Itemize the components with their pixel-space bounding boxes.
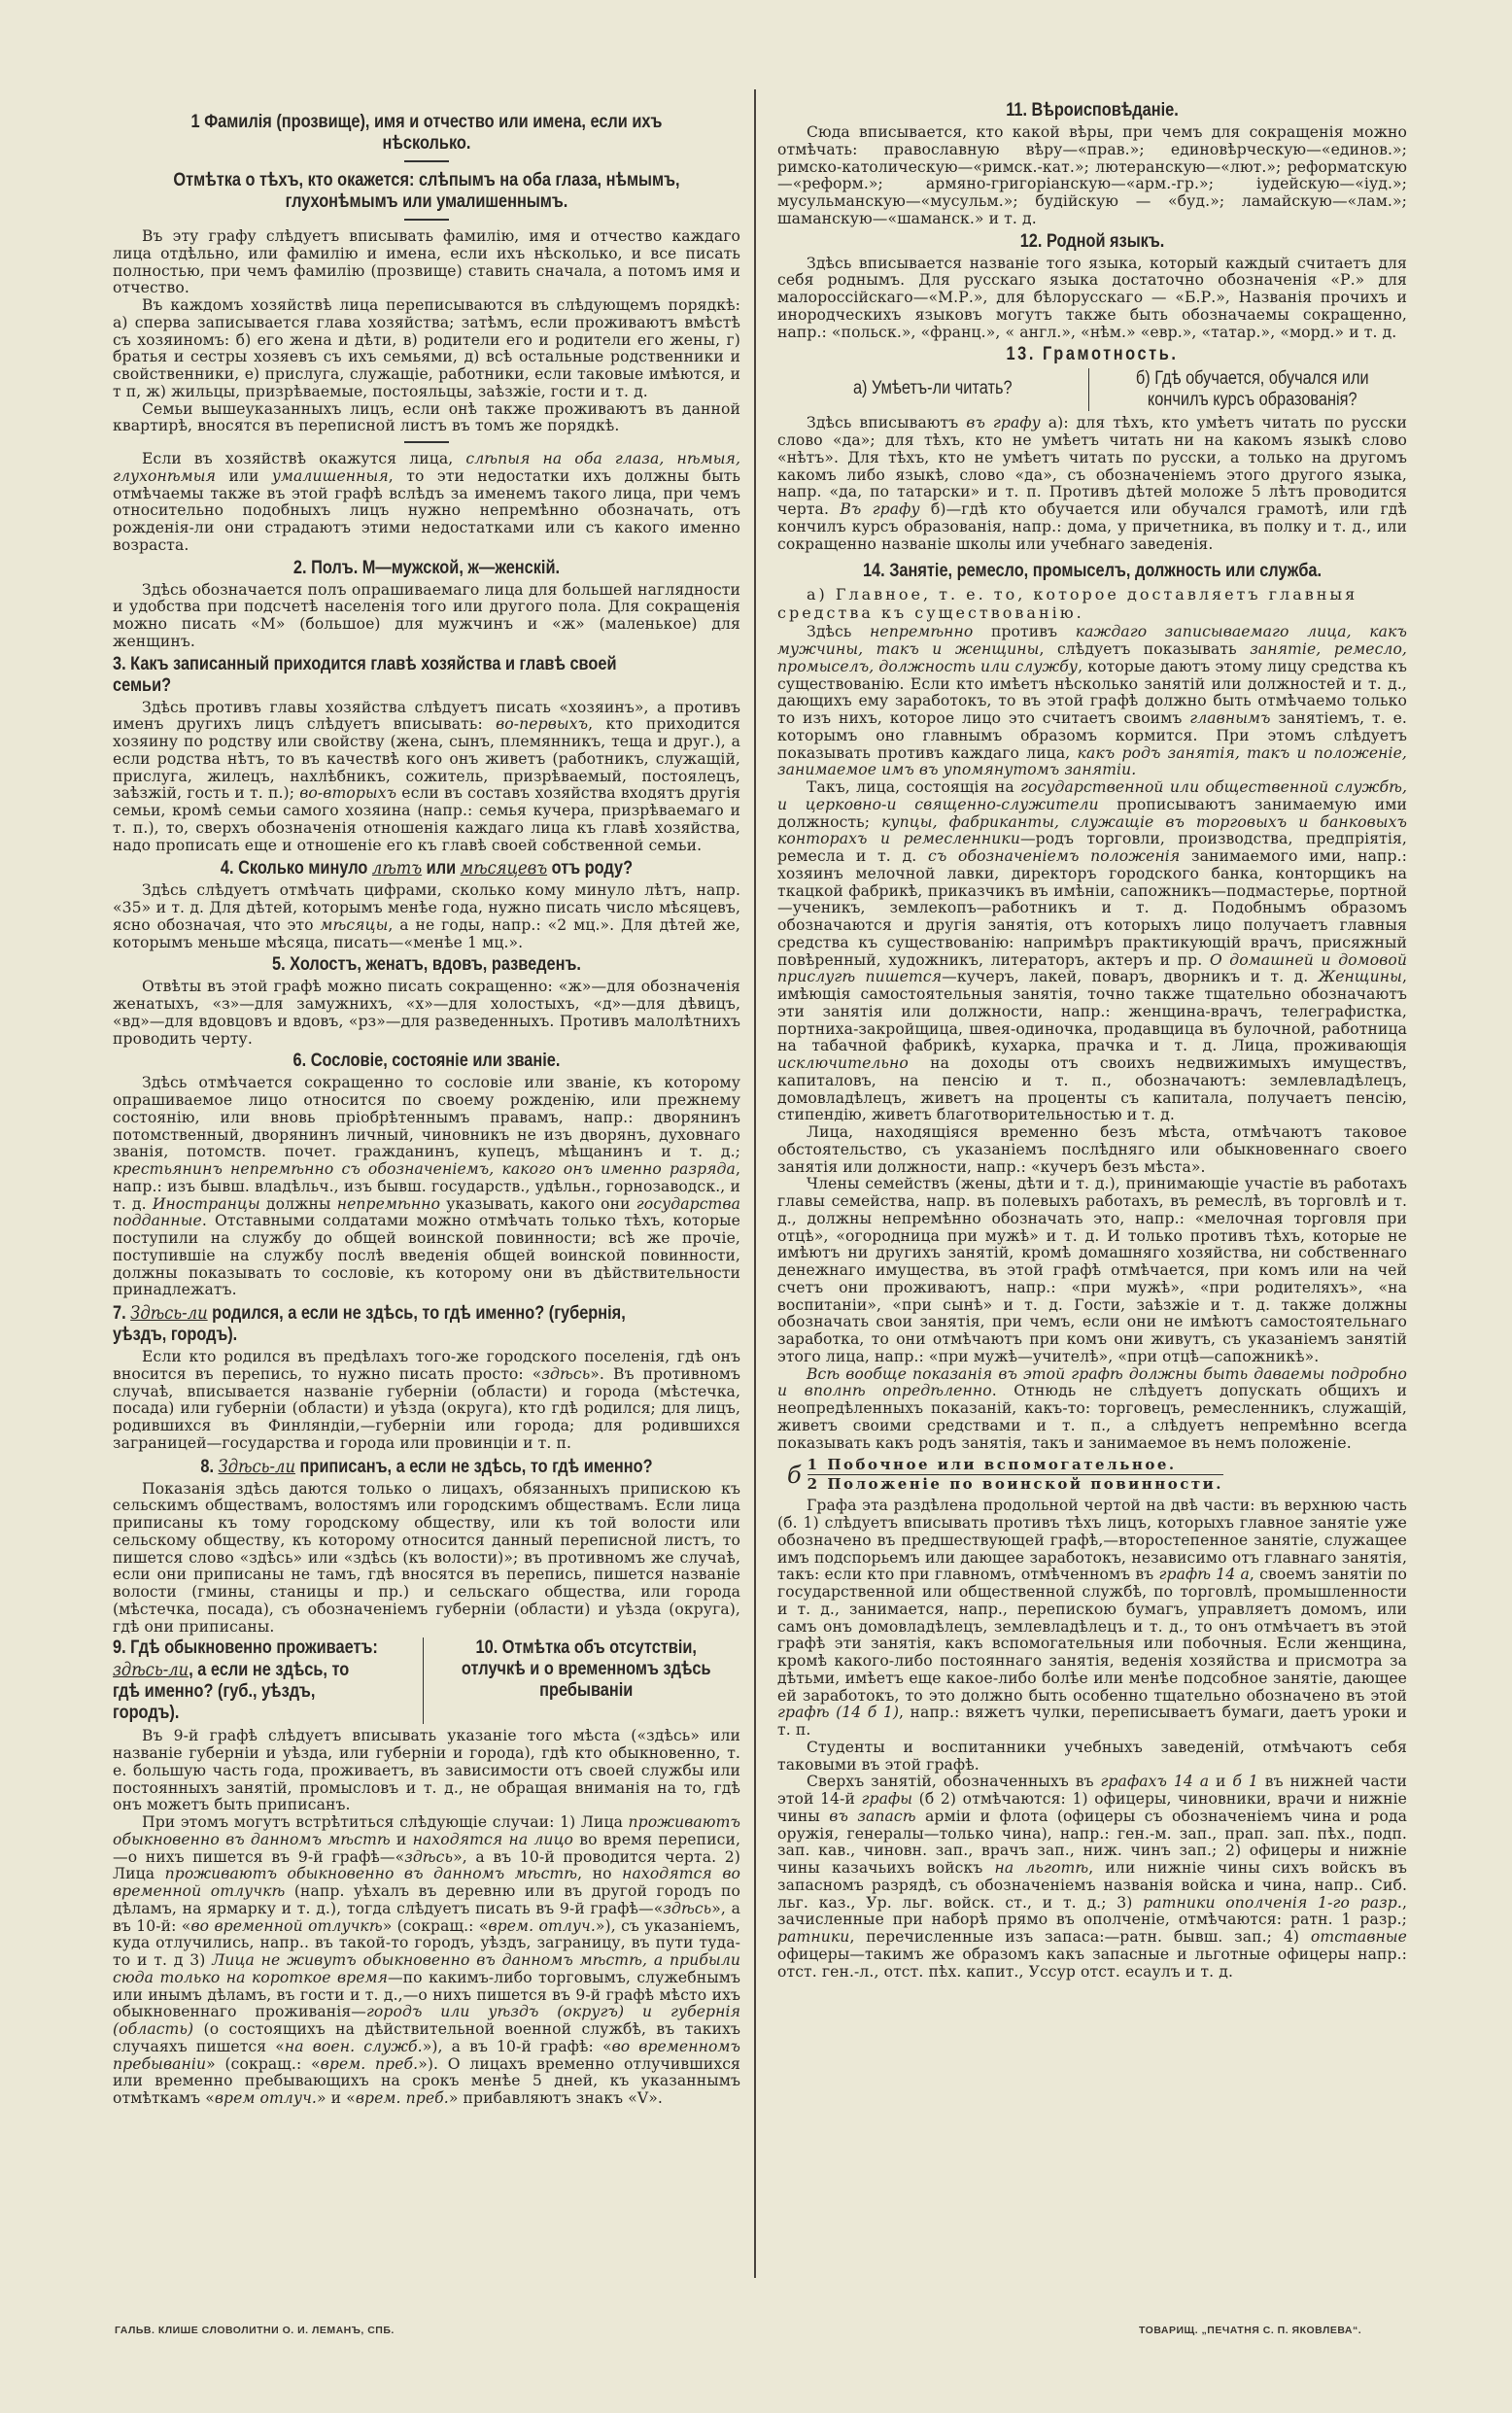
italic-text: здѣсь (404, 1847, 454, 1866)
italic-text: во временной отлучкѣ (190, 1916, 383, 1935)
paragraph (113, 401, 740, 436)
paragraph (777, 779, 1407, 1124)
italic-text: мѣсяцы (320, 915, 389, 934)
column-divider (754, 89, 756, 2278)
text: Лица, находящіяся временно безъ мѣста, отмѣчаютъ таковое обстоятельство, съ указаніемъ послѣдняго или обыкновеннаго своего занятія или должности, напр.: «кучеръ безъ мѣста». (777, 1123, 1407, 1176)
text: Показанія здѣсь даются только о лицахъ, обязанныхъ припискою къ сельскимъ обществамъ, волостямъ или городскимъ обществамъ. Если лица приписаны къ тому городскому обществу, или къ той волости или сельскому обществу, къ которому относится данный переписной листъ, то пишется слово «здѣсь» или «здѣсь (къ волости)»; въ противномъ же случаѣ, если они приписаны не тамъ, гдѣ вносятся въ перепись, пишется названіе волости (гмины, станицы и пр.) и сельскаго общества, или города (мѣстечка, посада), съ обозначеніемъ губерніи (области) и уѣзда (округа), гдѣ они приписаны. (113, 1479, 740, 1636)
text: если въ составъ хозяйства входятъ другія семьи, кромѣ семьи самого хозяина (напр.: семья кучера, призрѣваемаго и т. п.), то, сверхъ обозначенія отношенія каждаго лица къ главѣ хозяйства, надо прописать еще и отношеніе его къ главѣ своей собственной семьи. (113, 784, 741, 854)
italic-text: во-вторыхъ (299, 784, 397, 803)
italic-text: врем отлуч. (214, 2089, 317, 2107)
italic-text: занятіе, ремесло, промыселъ, должность или службу (777, 640, 1407, 675)
italic-text: графѣ (14 б 1) (777, 1704, 900, 1722)
text: » (сокращ.: « (382, 1916, 489, 1935)
section-3-heading: 3. Какъ записанный приходится главѣ хозяйства и главѣ своей семьи? (113, 653, 617, 696)
italic-text: въ графу (966, 414, 1041, 432)
text: а): для тѣхъ, кто умѣетъ читать по русски слово «да»; для тѣхъ, кто не умѣетъ читать ни на какомъ языкѣ слово «нѣтъ». Для тѣхъ, кто не умѣетъ читать по русски, а только на другомъ какомъ либо языкѣ, слово «да», съ обозначеніемъ этого другого языка, напр. «да, по татарски» и т. п. Противъ дѣтей моложе 5 лѣтъ проводится черта. (777, 414, 1408, 518)
text: Здѣсь вписывается названіе того языка, который каждый считаетъ для себя роднымъ. Для русскаго языка достаточно обозначенія «Р.» для малороссійскаго—«М.Р.», для бѣлорусскаго — «Б.Р.», Названія прочихъ и инородческихъ языковъ могутъ также быть обозначаемы сокращенно, напр.: «польск.», «франц.», « англ.», «нѣм.» «евр.», «татар.», «морд.» и т. д. (777, 254, 1407, 341)
text: —родъ торговли, производства, предпріятія, ремесла и т. д. (777, 830, 1407, 865)
sections-9-10-heading (113, 1637, 740, 1724)
text: Здѣсь (807, 623, 871, 641)
italic-text: О домашней и домовой прислугѣ пишется (777, 950, 1407, 986)
section-14b-heading (787, 1456, 1407, 1494)
italic-text: лѣтъ (371, 857, 423, 879)
text: 7. (113, 1303, 131, 1324)
text: При этомъ могутъ встрѣтиться слѣдующіе случаи: 1) Лица (142, 1813, 629, 1831)
text: Члены семействъ (жены, дѣти и т. д.), принимающіе участіе въ работахъ главы семейства, напр. въ полевыхъ работахъ, въ ремеслѣ, въ торговлѣ и т. д., должны непремѣнно обозначать это, напр.: «мелочная торговля при отцѣ», «огородница при мужѣ» и т. д. И только противъ тѣхъ, которые не имѣютъ ни другихъ занятій, кромѣ домашняго хозяйства, ни собственнаго денежнаго имущества, въ этой графѣ отмѣчается, при комъ или на чей счетъ они проживаютъ, напр.: «при мужѣ», «при родителяхъ», «на воспитаніи», «при сынѣ» и т. д. Гости, заѣзжіе и т. д. также должны обозначать свои занятія, при чемъ, если они не имѣютъ самостоятельнаго заработка, то они отмѣчаютъ при комъ они живутъ, съ указаніемъ занятій этого лица, напр.: «при мужѣ—учителѣ», «при отцѣ—сапожникѣ». (777, 1175, 1407, 1365)
section-1-heading: 1 Фамилія (прозвище), имя и отчество или имена, если ихъ нѣсколько. (190, 112, 663, 154)
text: Такъ, лица, состоящія на (807, 778, 1021, 796)
italic-text: умалишенныя (271, 466, 389, 485)
section-14b1-label: 1 Побочное или вспомогательное. (808, 1456, 1223, 1475)
text: на доходы отъ своихъ недвижимыхъ имуществъ, капиталовъ, на пенсію и т. п., обозначаютъ: землевладѣлецъ, домовладѣлецъ, живетъ на проценты съ капитала, получаетъ пенсію, стипендію, живетъ благотворительностью и т. д. (777, 1054, 1407, 1124)
text: , или нижніе чины сихъ войскъ въ запасномъ разрядѣ, съ обозначеніемъ названія войска и чина, напр.. Сиб. льг. каз., Ур. льг. войск. ст., и т. д.; 3) (777, 1859, 1407, 1912)
section-1-subheading: Отмѣтка о тѣхъ, кто окажется: слѣпымъ на оба глаза, нѣмымъ, глухонѣмымъ или умалишеннымъ. (173, 170, 680, 212)
text: б)—гдѣ кто обучается или обучался грамотѣ, или гдѣ кончилъ курсъ образованія, напр.: дома, у причетника, въ полку и т. д., или сокращенно названіе школы или учебнаго заведенія. (777, 500, 1407, 553)
text: родился, а если не здѣсь, то гдѣ именно? (губернія, уѣздъ, городъ). (113, 1303, 626, 1345)
italic-text: здѣсь-ли (113, 1659, 189, 1681)
paragraph (777, 1740, 1407, 1775)
text: Въ эту графу слѣдуетъ вписывать фамилію, имя и отчество каждаго лица отдѣльно, или фамилію и имена, если ихъ нѣсколько, и все писать полностью, при чемъ фамилію (прозвище) ставить сначала, а потомъ имя и отчество. (113, 227, 740, 297)
text: » прибавляютъ знакъ «V». (448, 2089, 663, 2107)
italic-text: здѣсь (663, 1899, 712, 1917)
text: »), а въ 10-й графѣ: « (422, 2037, 612, 2055)
section-9-heading (113, 1637, 379, 1724)
text: , своемъ занятіи по государственной или общественной службѣ, по торговлѣ, промышленности и т. д., занимается, напр., перепискою бумагъ, управляетъ домомъ, или самъ онъ домовладѣлецъ, землевладѣлецъ и т. д., то онъ отмѣчаетъ въ этой графѣ эти занятія, какъ вспомогательныя или побочныя. Если женщина, кромѣ какого-либо постояннаго занятія, веденія хозяйства и присмотра за дѣтьми, имѣетъ еще какое-либо болѣе или менѣе подсобное занятіе, дающее ей заработокъ, то это должно быть особенно тщательно обозначено въ этой (777, 1566, 1407, 1705)
right-column (777, 97, 1407, 1981)
paragraph (777, 1498, 1407, 1740)
text: прописываютъ занимаемую ими должность; (777, 795, 1408, 831)
italic-text: во-первыхъ (496, 715, 589, 734)
paragraph (113, 451, 740, 555)
paragraph (777, 1176, 1407, 1365)
italic-text: на льготѣ (994, 1859, 1089, 1877)
text: Въ 9-й графѣ слѣдуетъ вписывать указаніе того мѣста («здѣсь» или названіе губерніи и уѣзда, или губерніи и города), гдѣ кто обыкновенно, т. е. большую часть года, проживаетъ, въ зависимости отъ своей службы или постоянныхъ занятій, промысловъ и т. д., не обращая вниманія на то, гдѣ онъ можетъ быть приписанъ. (113, 1727, 740, 1814)
paragraph (113, 979, 740, 1048)
italic-text: графы (861, 1790, 913, 1808)
section-13a-heading: а) Умѣетъ-ли читать? (852, 378, 1013, 399)
italic-text: государства подданные (113, 1194, 740, 1230)
paragraph (777, 1774, 1407, 1981)
italic-text: мѣсяцевъ (460, 857, 548, 879)
section-5-heading: 5. Холостъ, женатъ, вдовъ, разведенъ. (272, 954, 581, 976)
paragraph (113, 1814, 740, 2108)
text: и (1209, 1773, 1233, 1791)
section-14b-letter: б (787, 1461, 802, 1489)
text: , напр.: вяжетъ чулки, переписываетъ бумаги, даетъ уроки и т. п. (777, 1704, 1408, 1739)
text: —по какимъ-либо торговымъ, служебнымъ или инымъ дѣламъ, въ гости и т. д.,—о нихъ пишется въ 9-й графѣ мѣсто ихъ обыкновеннаго проживанія— (113, 1968, 740, 2021)
text: Сверхъ занятій, обозначенныхъ въ (807, 1773, 1101, 1791)
text: Здѣсь отмѣчается сокращенно то сословіе или званіе, къ которому опрашиваемое лицо относится по своему рожденію, или прежнему состоянію, или вновь пріобрѣтеннымъ правамъ, напр.: дворянинъ потомственный, дворянинъ личный, чиновникъ не изъ дворянъ, духовнаго званія, потомств. почет. гражданинъ, купецъ, мѣщанинъ и т. д.; (113, 1074, 740, 1161)
italic-text: б 1 (1232, 1773, 1258, 1791)
italic-text: исключительно (777, 1054, 909, 1072)
italic-text: Иностранцы (152, 1194, 260, 1213)
section-10-heading: 10. Отмѣтка объ отсутствіи, отлучкѣ и о временномъ здѣсь пребываніи (461, 1637, 711, 1702)
paragraph (113, 882, 740, 951)
text: ». Въ противномъ случаѣ, вписывается названіе губерніи (области) и города (мѣстечка, посада) или губерніи (области) и уѣзда (округа), кто гдѣ родился; для лицъ, родившихся въ Финляндіи,—губерніи или города; для родившихся заграницей—государства и города или провинціи и т. п. (113, 1364, 740, 1452)
text: Здѣсь слѣдуетъ отмѣчать цифрами, сколько кому минуло лѣтъ, напр. «35» и т. д. Для дѣтей, которымъ менѣе года, нужно писать число мѣсяцевъ, ясно обозначая, что это (113, 881, 740, 934)
paragraph (113, 1075, 740, 1299)
text: » (сокращ.: « (206, 2054, 321, 2073)
text: , напр.: изъ бывш. владѣльч., изъ бывш. государств., удѣльн., горнозаводск., и т. д. (113, 1160, 740, 1213)
italic-text: непремѣнно (336, 1194, 441, 1213)
section-14a-heading: а) Главное, т. е. то, которое доставляетъ главныя средства къ существованію. (777, 585, 1358, 623)
text: Студенты и воспитанники учебныхъ заведеній, отмѣчаютъ себя таковыми въ этой графѣ. (777, 1738, 1407, 1774)
text: во время переписи,—о нихъ пишется въ 9-й графѣ—« (113, 1830, 740, 1866)
paragraph (777, 1366, 1407, 1453)
italic-text: графѣ 14 а (1158, 1566, 1250, 1584)
text: , то эти недостатки ихъ должны быть отмѣчаемы также въ этой графѣ вслѣдъ за именемъ такого лица, при чемъ относительно подобныхъ лицъ нужно непремѣнно обозначать, отъ рожденія-ли они страдаютъ этими недостатками или съ какого именно возраста. (113, 466, 740, 554)
section-7-heading (113, 1302, 653, 1346)
text: . Отставными солдатами можно отмѣчать только тѣхъ, которые поступили на службу до общей воинской повинности; всѣ же прочіе, поступившіе на службу послѣ введенія общей воинской повинности, должны показывать то сословіе, къ которому они въ дѣйствительности принадлежатъ. (113, 1212, 740, 1299)
text: или (422, 858, 461, 879)
text: », а въ 10-й: « (113, 1899, 741, 1935)
text: противъ (973, 623, 1076, 641)
paragraph (777, 624, 1407, 779)
section-12-heading: 12. Родной языкъ. (1019, 230, 1165, 252)
text: 9. Гдѣ обыкновенно проживаетъ: (113, 1637, 378, 1659)
text: арміи и флота (офицеры съ обозначеніемъ чина и рода оружія, генералы—только чина), напр.: ген.-м. зап., прап. зап. пѣх., подп. зап. кав., чиновн. зап., врачъ зап., ниж. чинъ зап.; 2) офицеры и нижніе чины казачьихъ войскъ (777, 1807, 1407, 1877)
text: Если кто родился въ предѣлахъ того-же городского поселенія, гдѣ онъ вносится въ перепись, то нужно писать просто: « (113, 1348, 740, 1383)
italic-text: ратники ополченія 1-го разр. (1143, 1893, 1402, 1912)
text: 4. Сколько минуло (220, 858, 372, 879)
paragraph (777, 415, 1407, 553)
rule (404, 441, 449, 443)
italic-text: находятся во временной отлучкѣ (113, 1865, 740, 1900)
italic-text: здѣсь (541, 1364, 591, 1383)
section-4-heading (156, 857, 697, 879)
italic-text: врем. преб. (320, 2054, 419, 2073)
paragraph (777, 256, 1407, 342)
text: Семьи вышеуказанныхъ лицъ, если онѣ также проживаютъ въ данной квартирѣ, вносятся въ переписной листъ въ томъ же порядкѣ. (113, 399, 740, 435)
text: (о состоящихъ на дѣйствительной военной службѣ, въ такихъ случаяхъ пишется « (113, 2020, 740, 2055)
italic-text: на воен. служб. (284, 2037, 423, 2055)
italic-text: графахъ 14 а (1100, 1773, 1210, 1791)
italic-text: Всѣ вообще показанія въ этой графѣ должны быть даваемы подробно и вполнѣ опредѣленно (777, 1364, 1407, 1400)
italic-text: крестьянинъ непремѣнно съ обозначеніемъ, какого онъ именно разряда (113, 1160, 736, 1178)
section-11-heading: 11. Вѣроисповѣданіе. (1006, 100, 1179, 121)
text: , кто приходится хозяину по родству или свойству (жена, сынъ, племянникъ, теща и друг.), а если родства нѣтъ, то въ качествѣ кого онъ живетъ (работникъ, служащій, прислуга, жилецъ, нахлѣбникъ, сожитель, призрѣваемый, постоялецъ, заѣзжій, гость и т. п.); (113, 715, 740, 803)
text: , а не годы, напр.: «2 мц.». Для дѣтей же, которымъ меньше мѣсяца, писать—«менѣе 1 мц.». (113, 915, 740, 951)
italic-text: купцы, фабриканты, служащіе въ торговыхъ и банковыхъ конторахъ и ремесленники (777, 812, 1407, 848)
paragraph (777, 124, 1407, 228)
italic-text: непремѣнно (870, 623, 974, 641)
section-13-subheadings (777, 368, 1407, 411)
text: занимаемого ими, напр.: хозяинъ мелочной лавки, директоръ городского банка, конторщикъ на ткацкой фабрикѣ, приказчикъ въ имѣніи, сапожникъ—подмастерье, портной—ученикъ, землекопъ—работникъ и т. д. Подобнымъ образомъ обозначаются и другія занятія, отъ которыхъ лицо получаетъ главныя средства къ существованію: напримѣръ практикующій врачъ, присяжный повѣренный, художникъ, литераторъ, актеръ и пр. (777, 847, 1407, 969)
text: должны (259, 1194, 337, 1213)
italic-text: проживаютъ обыкновенно въ данномъ мѣстѣ (113, 1813, 740, 1848)
italic-text: Здѣсь-ли (130, 1302, 208, 1324)
text: » и « (316, 2089, 356, 2107)
italic-text: находятся на лицо (412, 1830, 574, 1848)
text: Здѣсь обозначается полъ опрашиваемаго лица для большей наглядности и удобства при подсчетѣ населенія того или другого пола. Для сокращенія можно писать «М» (большое) для мужчинъ и «ж» (маленькое) для женщинъ. (113, 580, 740, 650)
section-13b-heading: б) Гдѣ обучается, обучался или кончилъ курсъ образованія? (1135, 368, 1369, 411)
italic-text: съ обозначеніемъ положенія (928, 847, 1181, 865)
paragraph (113, 700, 740, 855)
italic-text: во временномъ пребываніи (113, 2037, 741, 2073)
text: и (390, 1830, 413, 1848)
text: , а если не здѣсь, то гдѣ именно? (губ., уѣздъ, городъ). (113, 1660, 350, 1724)
italic-text: врем. преб. (355, 2089, 449, 2107)
text: или (216, 466, 272, 485)
paragraph (113, 582, 740, 651)
italic-text: главнымъ (1189, 709, 1271, 727)
italic-text: городъ или уѣздъ (округъ) и губернія (область) (113, 2003, 740, 2038)
text: офицеры—такимъ же образомъ какъ запасные и льготные офицеры напр.: отст. ген.-л., отст. пѣх. капит., Уссур отст. есаулъ и т. д. (777, 1945, 1407, 1981)
rule (404, 160, 449, 162)
text: —кучеръ, лакей, поваръ, дворникъ и т. д. (942, 968, 1319, 986)
text: Сюда вписывается, кто какой вѣры, при чемъ для сокращенія можно отмѣчать: православную вѣру—«прав.»; единовѣрческую—«единов.»; римско-католическую—«римск.-кат.»; лютеранскую—«лют.»; реформатскую—«реформ.»; армяно-григоріанскую—«арм.-гр.»; іудейскую—«іуд.»; мусульманскую—«мусульм.»; будійскую — «буд.»; ламайскую—«лам.»; шаманскую—«шаманск.» и т. д. (777, 123, 1407, 227)
paragraph (113, 1728, 740, 1814)
text: , слѣдуетъ показывать (1039, 640, 1251, 658)
text: занятіемъ, т. е. которымъ оно главнымъ образомъ кормится. При этомъ слѣдуетъ показывать противъ каждаго лица, (777, 709, 1407, 762)
text: отъ роду? (547, 858, 634, 879)
text: Графа эта раздѣлена продольной чертой на двѣ части: въ верхнюю часть (б. 1) слѣдуетъ вписывать противъ тѣхъ лицъ, которыхъ главное занятіе уже обозначено въ предшествующей графѣ,—второстепенное занятіе, служащее имъ подспорьемъ или дающее заработокъ, независимо отъ главнаго занятія, такъ: если кто при главномъ, отмѣченномъ въ (777, 1497, 1407, 1584)
text: 8. (200, 1456, 219, 1477)
text: », а въ 10-й проводится черта. 2) Лица (113, 1847, 740, 1883)
section-6-heading: 6. Сословіе, состояніе или званіе. (292, 1051, 561, 1072)
text: Отвѣты въ этой графѣ можно писать сокращенно: «ж»—для обозначенія женатыхъ, «з»—для замужнихъ, «х»—для холостыхъ, «д»—для дѣвицъ, «вд»—для вдовцовъ и вдовъ, «рз»—для разведенныхъ. Противъ малолѣтнихъ проводить черту. (113, 978, 740, 1048)
section-14-heading: 14. Занятіе, ремесло, промыселъ, должность или служба. (862, 561, 1323, 582)
text: указывать, какого они (440, 1194, 636, 1213)
section-14b2-label: 2 Положеніе по воинской повинности. (807, 1475, 1224, 1494)
text: Здѣсь противъ главы хозяйства слѣдуетъ писать «хозяинъ», а противъ именъ другихъ лицъ слѣдуетъ вписывать: (113, 698, 740, 734)
paragraph (113, 1481, 740, 1637)
paragraph (777, 1124, 1407, 1176)
text: , перечисленные изъ запаса:—ратн. бывш. зап.; 4) (849, 1928, 1311, 1946)
left-column (113, 109, 740, 2108)
text: Если въ хозяйствѣ окажутся лица, (142, 450, 466, 467)
text: (б 2) отмѣчаются: 1) офицеры, чиновники, врачи и нижніе чины (777, 1790, 1408, 1825)
italic-text: Женщины (1318, 968, 1402, 986)
italic-text: отставные (1310, 1928, 1407, 1946)
text: »), съ указаніемъ, куда отлучились, напр.. въ такой-то городъ, уѣздъ, заграницу, въ пути туда-то и т. д 3) (113, 1916, 740, 1969)
paragraph (113, 297, 740, 401)
italic-text: въ запасѣ (829, 1807, 916, 1825)
italic-text: каждаго записываемаго лица, какъ мужчины, такъ и женщины (777, 623, 1407, 658)
text: , но (577, 1865, 623, 1883)
text: въ нижней части этой 14-й (777, 1773, 1408, 1808)
italic-text: Въ графу (840, 500, 920, 518)
text: »). О лицахъ временно отлучившихся или временно пребывающихъ на срокъ менѣе 5 дней, къ указаннымъ отмѣткамъ « (113, 2054, 740, 2107)
printer-imprint-right: ТОВАРИЩ. „ПЕЧАТНЯ С. П. ЯКОВЛЕВА“. (1139, 2325, 1362, 2336)
rule (404, 219, 449, 221)
paragraph (113, 228, 740, 297)
italic-text: Лица не живутъ обыкновенно въ данномъ мѣстѣ, а прибыли сюда только на короткое время (113, 1951, 740, 1986)
text: (напр. уѣхалъ въ деревню или въ другой городъ по дѣламъ, на ярмарку и т. д.), тогда слѣдуетъ писать въ 9-й графѣ—« (113, 1882, 740, 1917)
text: , которые даютъ этому лицу средства къ существованію. Если кто имѣетъ нѣсколько занятій или должностей и т. д., дающихъ ему заработокъ, то въ этой графѣ должно быть отмѣчаемо только то изъ нихъ, которое лицо это считаетъ своимъ (777, 657, 1407, 727)
printer-imprint-left: ГАЛЬВ. КЛИШЕ СЛОВОЛИТНИ О. И. ЛЕМАНЪ, СПБ. (115, 2325, 395, 2336)
section-13-heading: 13. Грамотность. (1006, 344, 1179, 365)
text: приписанъ, а если не здѣсь, то гдѣ именно? (294, 1456, 653, 1477)
text: , зачисленные при наборѣ прямо въ ополченіе, отмѣчаются: ратн. 1 разр.; (777, 1893, 1407, 1929)
italic-text: слѣпыя на оба глаза, нѣмыя, глухонѣмыя (113, 450, 740, 485)
section-2-heading: 2. Полъ. М—мужской, ж—женскій. (292, 557, 561, 578)
italic-text: государственной или общественной службѣ, и церковно-и священно-служители (777, 778, 1407, 813)
text: Здѣсь вписываютъ (807, 414, 967, 432)
paragraph (113, 1349, 740, 1453)
section-8-heading (156, 1456, 697, 1478)
text: Въ каждомъ хозяйствѣ лица переписываются въ слѣдующемъ порядкѣ: а) сперва записывается глава хозяйства; затѣмъ, если проживаютъ вмѣстѣ съ хозяиномъ: б) его жена и дѣти, в) родители его и родители его жены, г) братья и сестры хозяевъ съ ихъ семьями, д) всѣ остальные родственники и свойственники, е) прислуга, служащіе, работники, если таковые имѣются, и т п, ж) жильцы, призрѣваемые, постояльцы, заѣзжіе, гости и т. д. (113, 296, 740, 400)
italic-text: Здѣсь-ли (218, 1455, 295, 1477)
italic-text: какъ родъ занятія, такъ и положеніе, занимаемое имъ въ упомянутомъ занятіи. (777, 743, 1407, 779)
text: . Отнюдь не слѣдуетъ допускать общихъ и неопредѣленныхъ показаній, какъ-то: торговецъ, ремесленникъ, служащій, живетъ своими средствами и т. п., а слѣдуетъ непремѣнно всегда показывать какъ родъ занятія, такъ и занимаемое въ немъ положеніе. (777, 1382, 1407, 1452)
italic-text: ратники (777, 1928, 850, 1946)
italic-text: врем. отлуч. (488, 1916, 596, 1935)
text: , имѣющія самостоятельныя занятія, точно также тщательно обозначаютъ эти занятія или должности, напр.: женщина-врачъ, телеграфистка, портниха-закройщица, швея-одиночка, продавщица въ булочной, работница на табачной фабрикѣ, кухарка, прачка и т. д. Лица, проживающія (777, 968, 1407, 1055)
italic-text: проживаютъ обыкновенно въ данномъ мѣстѣ (164, 1865, 578, 1883)
